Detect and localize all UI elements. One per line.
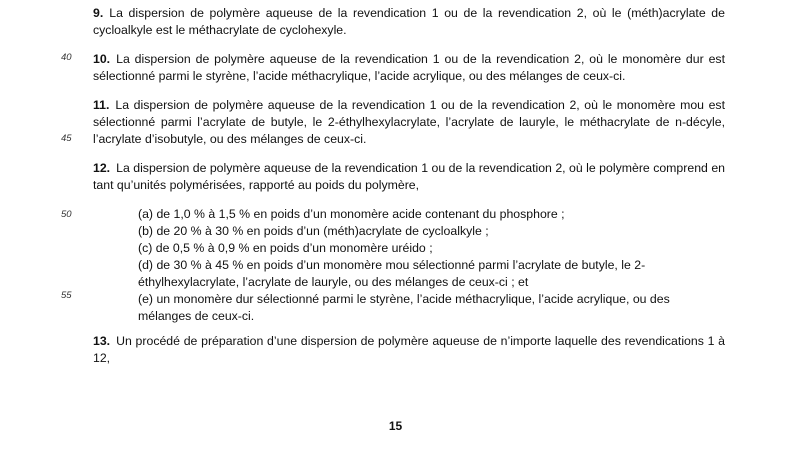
claim-12-item-b: (b) de 20 % à 30 % en poids d’un (méth)acrylate de cycloalkyle ; xyxy=(138,224,489,238)
claim-12-item-e: (e) un monomère dur sélectionné parmi le styrène, l’acide méthacrylique, l’acide acrylique, ou des mélanges de ceux-ci. xyxy=(138,292,670,323)
claim-9 xyxy=(93,5,725,39)
claim-12-item-a: (a) de 1,0 % à 1,5 % en poids d’un monomère acide contenant du phosphore ; xyxy=(138,207,565,221)
line-number-55: 55 xyxy=(61,290,72,301)
claim-12 xyxy=(93,160,725,194)
claim-13 xyxy=(93,333,725,367)
page-number: 15 xyxy=(388,419,403,433)
claim-12-items xyxy=(138,206,725,325)
claim-text: La dispersion de polymère aqueuse de la revendication 1 ou de la revendication 2, où le polymère comprend en tant qu’unités polymérisées, rapporté au poids du polymère, xyxy=(93,161,725,192)
line-number-50: 50 xyxy=(61,209,72,220)
claim-text: La dispersion de polymère aqueuse de la revendication 1 ou de la revendication 2, où le monomère mou est sélectionné parmi l’acrylate de butyle, le 2-éthylhexylacrylate, l’acrylate de lauryle, le méthacrylate de n-décyle, l’acrylate d’isobutyle, ou des mélanges de ceux-ci. xyxy=(93,98,725,146)
claim-text: La dispersion de polymère aqueuse de la revendication 1 ou de la revendication 2, où le (méth)acrylate de cycloalkyle est le méthacrylate de cyclohexyle. xyxy=(93,6,725,37)
claim-11 xyxy=(93,97,725,148)
claim-number: 9. xyxy=(93,6,104,20)
claim-text: La dispersion de polymère aqueuse de la revendication 1 ou de la revendication 2, où le monomère dur est sélectionné parmi le styrène, l’acide méthacrylique, l’acide acrylique, ou des mélanges de ceux-ci. xyxy=(93,52,725,83)
claim-12-item-d: (d) de 30 % à 45 % en poids d’un monomère mou sélectionné parmi l’acrylate de butyle, le 2-éthylhexylacrylate, l’acrylate de lauryle, ou des mélanges de ceux-ci ; et xyxy=(138,258,646,289)
claim-number: 13. xyxy=(93,334,111,348)
line-number-45: 45 xyxy=(61,133,72,144)
claim-number: 10. xyxy=(93,52,111,66)
claim-number: 12. xyxy=(93,161,111,175)
claim-12-item-c: (c) de 0,5 % à 0,9 % en poids d’un monomère uréido ; xyxy=(138,241,433,255)
claim-text: Un procédé de préparation d’une dispersion de polymère aqueuse de n’importe laquelle des revendications 1 à 12, xyxy=(93,334,725,365)
line-number-40: 40 xyxy=(61,52,72,63)
claim-10 xyxy=(93,51,725,85)
claim-number: 11. xyxy=(93,98,110,112)
